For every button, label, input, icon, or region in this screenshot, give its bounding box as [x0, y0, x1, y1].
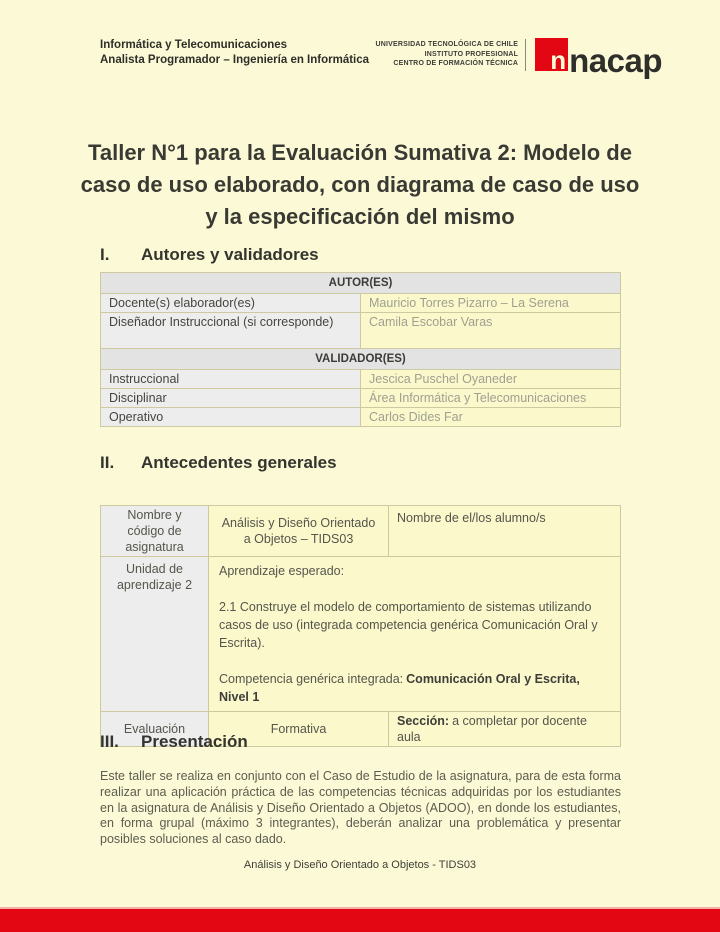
- section-cell: [389, 712, 621, 747]
- program-header: [100, 38, 369, 68]
- institution-header: [375, 38, 662, 79]
- students-name-label: Nombre de el/los alumno/s: [389, 506, 621, 557]
- row-label: Instruccional: [101, 370, 361, 389]
- row-label: Disciplinar: [101, 389, 361, 408]
- section-numeral: II.: [100, 453, 115, 472]
- expected-learning-intro: Aprendizaje esperado:: [219, 564, 345, 578]
- section-heading-authors: [100, 245, 319, 265]
- header-divider: [525, 39, 526, 71]
- authors-validators-table: [100, 272, 621, 427]
- institution-line-3: CENTRO DE FORMACIÓN TÉCNICA: [393, 60, 519, 68]
- course-name-label: Nombre y código de asignatura: [101, 506, 209, 557]
- inacap-logo: [535, 38, 662, 79]
- inacap-logo-glyph: n: [550, 45, 567, 75]
- seccion-value: a completar por docente aula: [397, 714, 587, 744]
- row-label: Diseñador Instruccional (si corresponde): [101, 313, 361, 349]
- table-row: [101, 408, 621, 427]
- table-group-row: [101, 349, 621, 370]
- table-group-row: [101, 273, 621, 294]
- seccion-label: Sección:: [397, 714, 450, 728]
- section-heading-presentacion: [100, 732, 248, 752]
- group-header-validadores: VALIDADOR(ES): [101, 349, 621, 370]
- section-title: Presentación: [141, 732, 248, 751]
- group-header-autores: AUTOR(ES): [101, 273, 621, 294]
- evaluation-type: Formativa: [209, 712, 389, 747]
- inacap-logo-icon: [535, 38, 568, 75]
- table-row: [101, 389, 621, 408]
- table-row: [101, 557, 621, 712]
- section-title: Autores y validadores: [141, 245, 319, 264]
- institution-line-1: UNIVERSIDAD TECNOLÓGICA DE CHILE: [375, 41, 519, 49]
- table-row: [101, 313, 621, 349]
- inacap-wordmark: nacap: [569, 42, 662, 79]
- program-line-1: Informática y Telecomunicaciones: [100, 39, 288, 51]
- competency-label: Competencia genérica integrada:: [219, 672, 404, 686]
- section-numeral: III.: [100, 732, 119, 751]
- row-value: Área Informática y Telecomunicaciones: [361, 389, 621, 408]
- learning-outcome-cell: [209, 557, 621, 712]
- table-row: [101, 506, 621, 557]
- section-heading-antecedentes: [100, 453, 337, 473]
- table-row: [101, 294, 621, 313]
- bottom-accent-bar: [0, 907, 720, 932]
- row-label: Operativo: [101, 408, 361, 427]
- section-title: Antecedentes generales: [141, 453, 337, 472]
- generic-competency: [219, 670, 610, 706]
- institution-line-2: INSTITUTO PROFESIONAL: [424, 50, 519, 58]
- row-value: Camila Escobar Varas: [361, 313, 621, 349]
- row-value: Carlos Dides Far: [361, 408, 621, 427]
- course-name-value: Análisis y Diseño Orientado a Objetos – TIDS03: [209, 506, 389, 557]
- row-value: Jescica Puschel Oyaneder: [361, 370, 621, 389]
- competency-value: Comunicación Oral y Escrita, Nivel 1: [219, 672, 580, 704]
- row-label: Docente(s) elaborador(es): [101, 294, 361, 313]
- learning-unit-label: Unidad de aprendizaje 2: [101, 557, 209, 712]
- general-background-table: [100, 505, 621, 747]
- page-footer: Análisis y Diseño Orientado a Objetos - TIDS03: [243, 859, 477, 871]
- table-row: [101, 370, 621, 389]
- document-title: Taller N°1 para la Evaluación Sumativa 2: Modelo de caso de uso elaborado, con diagrama de caso de uso y la especificación del mismo: [80, 140, 640, 229]
- learning-objective: 2.1 Construye el modelo de comportamiento de sistemas utilizando casos de uso (integrada competencia genérica Comunicación Oral y Escrita).: [219, 600, 598, 650]
- presentation-paragraph: Este taller se realiza en conjunto con el Caso de Estudio de la asignatura, para de esta forma realizar una aplicación práctica de las competencias técnicas adquiridas por los estudiantes en la asignatura de Análisis y Diseño Orientado a Objetos (ADOO), en donde los estudiantes, en forma grupal (máximo 3 integrantes), deberán analizar una problemática y presentar posibles soluciones al caso dado.: [100, 769, 621, 847]
- section-numeral: I.: [100, 245, 110, 264]
- row-value: Mauricio Torres Pizarro – La Serena: [361, 294, 621, 313]
- program-line-2: Analista Programador – Ingeniería en Informática: [100, 54, 370, 66]
- evaluation-label: Evaluación: [101, 712, 209, 747]
- institution-name-block: [375, 40, 525, 69]
